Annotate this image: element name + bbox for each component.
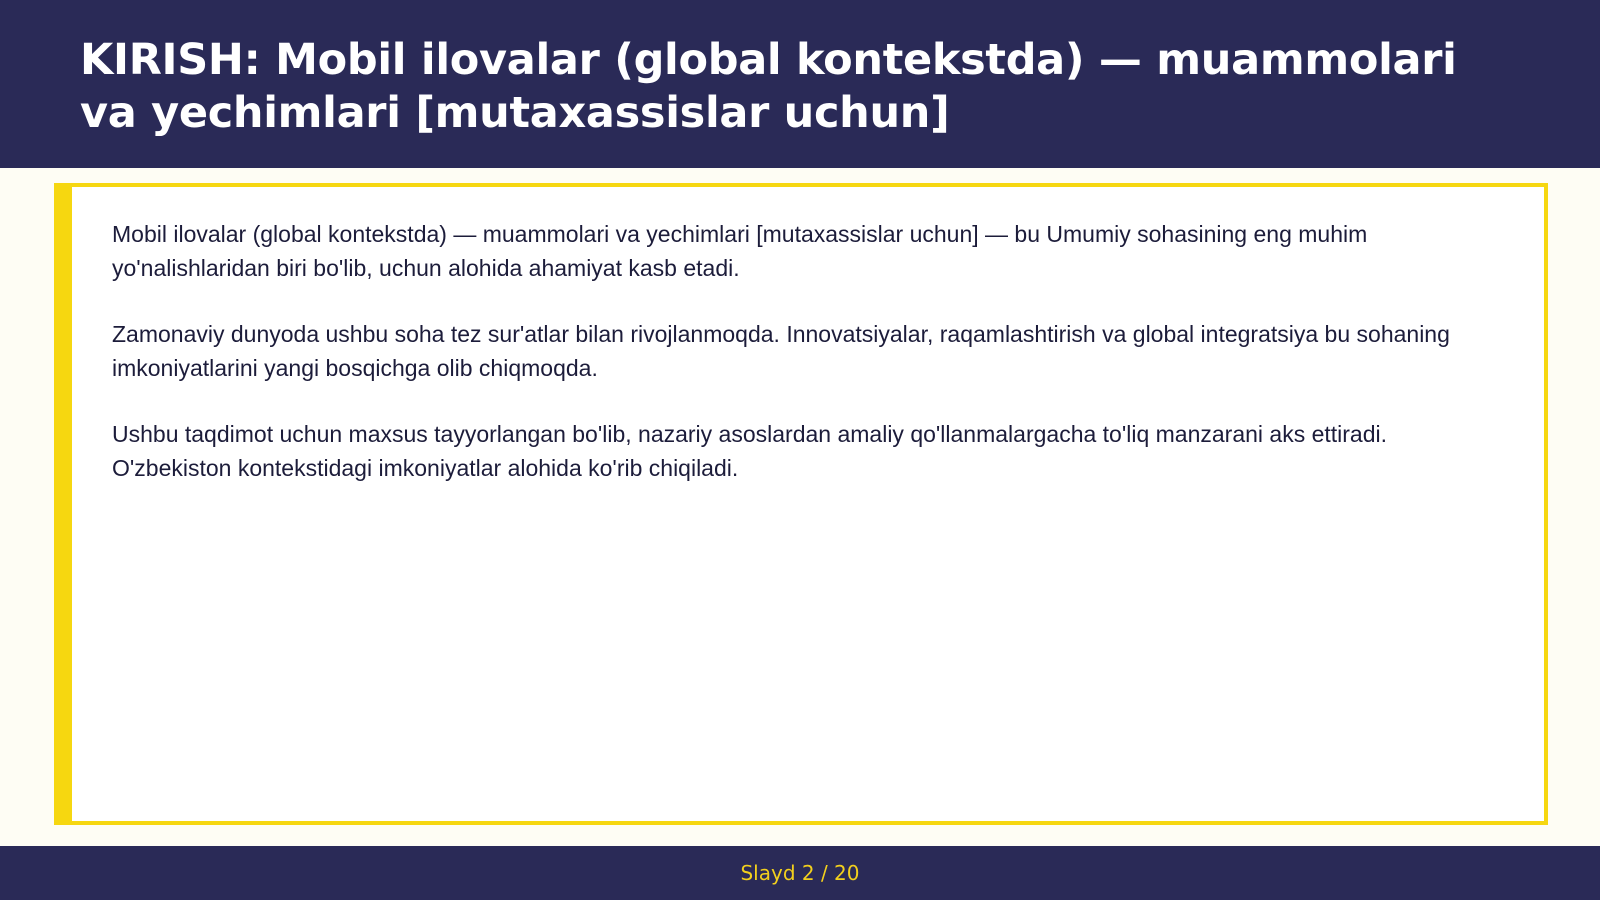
content-card (54, 183, 1548, 825)
context-paragraph: Zamonaviy dunyoda ushbu soha tez sur'atlar bilan rivojlanmoqda. Innovatsiyalar, raqamlashtirish va global integratsiya bu sohaning imkoniyatlarini yangi bosqichga olib chiqmoqda. (112, 321, 1450, 381)
slide-number: Slayd 2 / 20 (740, 861, 860, 885)
intro-paragraph: Mobil ilovalar (global kontekstda) — muammolari va yechimlari [mutaxassislar uchun] — bu Umumiy sohasining eng muhim yo'nalishlaridan biri bo'lib, uchun alohida ahamiyat kasb etadi. (112, 221, 1368, 281)
slide-title: KIRISH: Mobil ilovalar (global kontekstda) — muammolari va yechimlari [mutaxassislar uchun] (80, 35, 1457, 138)
slide-footer (0, 846, 1600, 900)
slide-header (0, 0, 1600, 168)
purpose-paragraph: Ushbu taqdimot uchun maxsus tayyorlangan bo'lib, nazariy asoslardan amaliy qo'llanmalargacha to'liq manzarani aks ettiradi. O'zbekiston kontekstidagi imkoniyatlar alohida ko'rib chiqiladi. (112, 421, 1388, 481)
